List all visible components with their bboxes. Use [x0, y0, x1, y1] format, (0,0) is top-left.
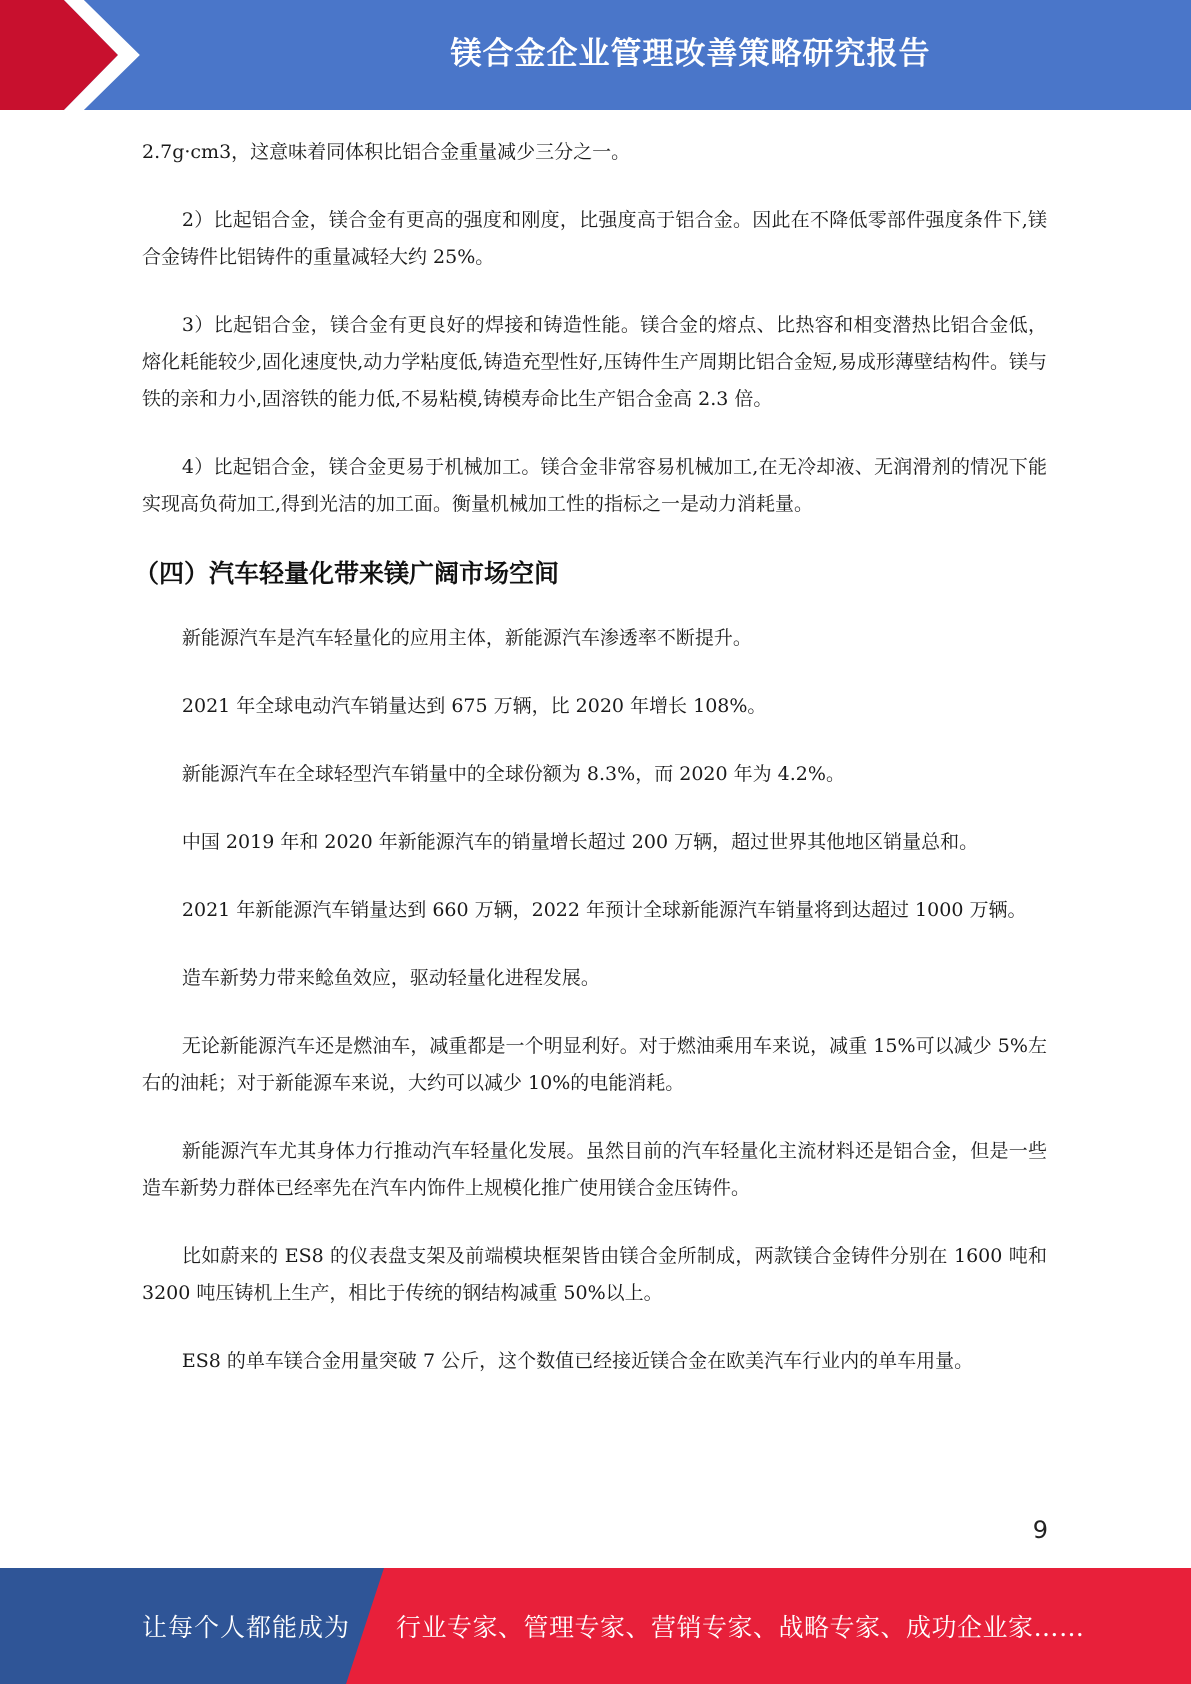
paragraph: 3）比起铝合金，镁合金有更良好的焊接和铸造性能。镁合金的熔点、比热容和相变潜热比铝合金低，熔化耗能较少,固化速度快,动力学粘度低,铸造充型性好,压铸件生产周期比铝合金短,易成形薄壁结构件。镁与铁的亲和力小,固溶铁的能力低,不易粘模,铸模寿命比生产铝合金高 2.3 倍。 [142, 314, 1047, 410]
paragraph: 2）比起铝合金，镁合金有更高的强度和刚度，比强度高于铝合金。因此在不降低零部件强度条件下,镁合金铸件比铝铸件的重量减轻大约 25%。 [142, 209, 1047, 268]
paragraph: 新能源汽车是汽车轻量化的应用主体，新能源汽车渗透率不断提升。 [181, 627, 752, 649]
page-header [0, 0, 1191, 110]
paragraph: 无论新能源汽车还是燃油车，减重都是一个明显利好。对于燃油乘用车来说，减重 15%可以减少 5%左右的油耗；对于新能源车来说，大约可以减少 10%的电能消耗。 [142, 1035, 1047, 1094]
footer-slogan-right: 行业专家、管理专家、营销专家、战略专家、成功企业家…… [396, 1613, 1085, 1642]
paragraph: 4）比起铝合金，镁合金更易于机械加工。镁合金非常容易机械加工,在无冷却液、无润滑剂的情况下能实现高负荷加工,得到光洁的加工面。衡量机械加工性的指标之一是动力消耗量。 [142, 456, 1047, 515]
report-title: 镁合金企业管理改善策略研究报告 [450, 35, 931, 72]
paragraph: 新能源汽车尤其身体力行推动汽车轻量化发展。虽然目前的汽车轻量化主流材料还是铝合金，但是一些造车新势力群体已经率先在汽车内饰件上规模化推广使用镁合金压铸件。 [142, 1140, 1047, 1199]
paragraph: 造车新势力带来鲶鱼效应，驱动轻量化进程发展。 [181, 967, 600, 989]
paragraph: 中国 2019 年和 2020 年新能源汽车的销量增长超过 200 万辆，超过世界其他地区销量总和。 [181, 831, 979, 853]
paragraph: 新能源汽车在全球轻型汽车销量中的全球份额为 8.3%，而 2020 年为 4.2%。 [181, 763, 845, 785]
paragraph: 2.7g·cm3，这意味着同体积比铝合金重量减少三分之一。 [142, 141, 631, 163]
paragraph: 2021 年新能源汽车销量达到 660 万辆，2022 年预计全球新能源汽车销量将到达超过 1000 万辆。 [181, 899, 1027, 921]
paragraph: ES8 的单车镁合金用量突破 7 公斤，这个数值已经接近镁合金在欧美汽车行业内的单车用量。 [181, 1350, 974, 1372]
page-number: 9 [1032, 1516, 1048, 1544]
page-footer [0, 1568, 1191, 1684]
page-body [134, 134, 1047, 1411]
paragraph: 2021 年全球电动汽车销量达到 675 万辆，比 2020 年增长 108%。 [181, 695, 767, 717]
section-heading: （四）汽车轻量化带来镁广阔市场空间 [134, 559, 560, 588]
header-arrow-decoration [0, 0, 160, 110]
footer-slogan-left: 让每个人都能成为 [142, 1613, 351, 1642]
paragraph: 比如蔚来的 ES8 的仪表盘支架及前端模块框架皆由镁合金所制成，两款镁合金铸件分别在 1600 吨和 3200 吨压铸机上生产，相比于传统的钢结构减重 50%以上。 [142, 1245, 1047, 1304]
